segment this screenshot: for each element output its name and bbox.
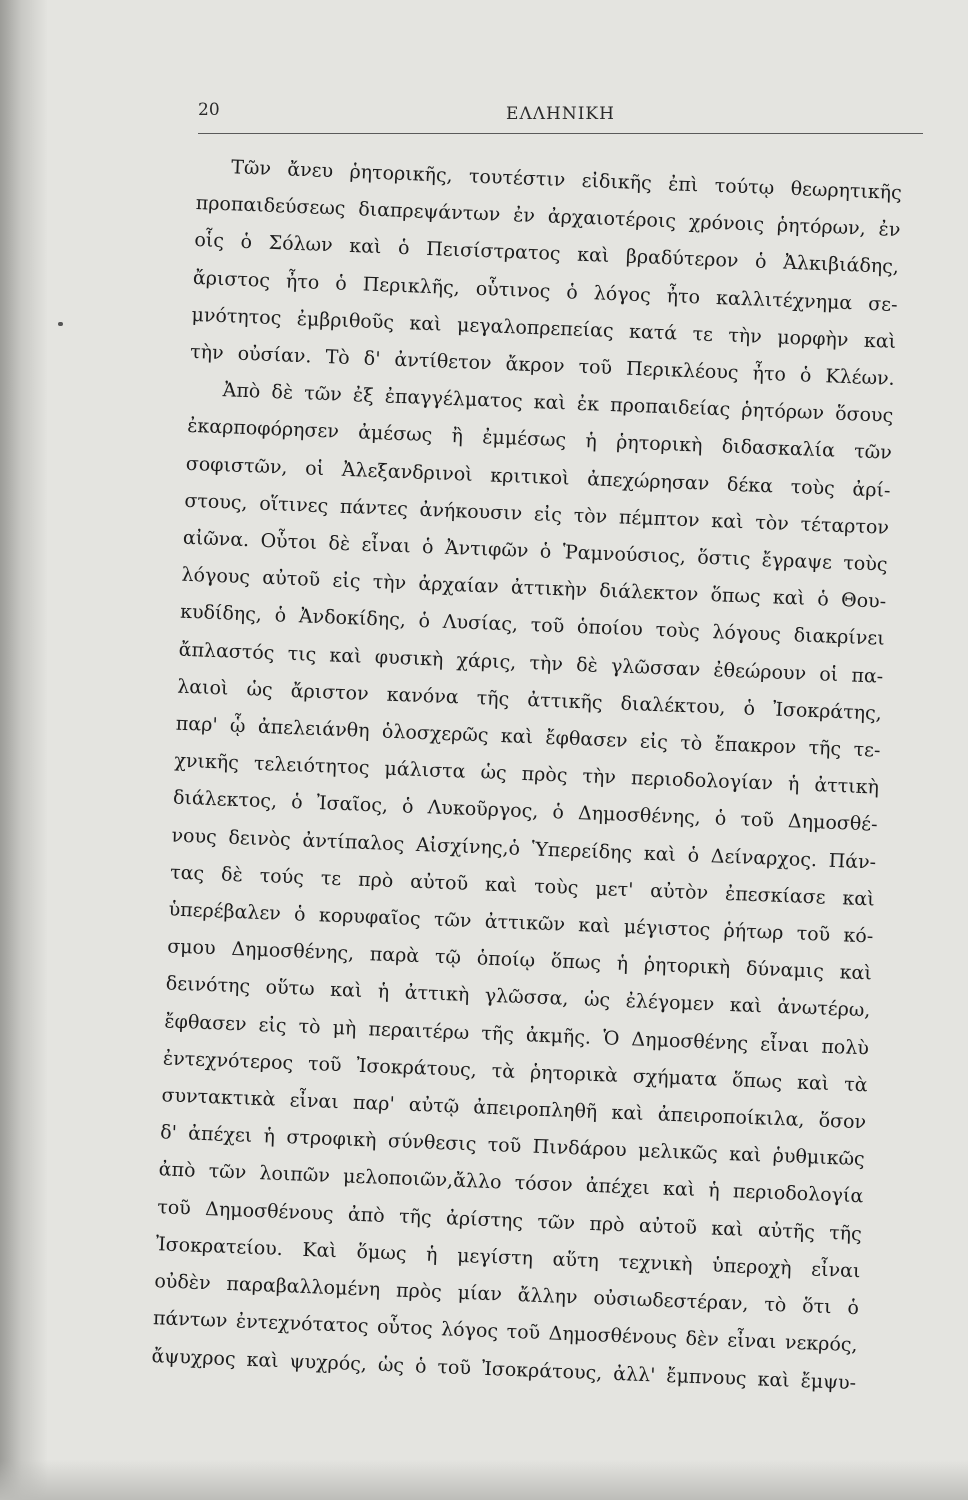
text-line: ἐκαρποφόρησεν ἀμέσως ἢ ἐμμέσως ἡ ῥητορικὴ διδασκαλία τῶν	[186, 415, 893, 465]
text-line: Τῶν ἄνευ ῥητορικῆς, τουτέστιν εἰδικῆς ἐπὶ τούτῳ θεωρητικῆς	[230, 156, 903, 205]
text-line: νους δεινὸς ἀντίπαλος Αἰσχίνης,ὁ Ὑπερείδης καὶ ὁ Δείναρχος. Πάν-	[171, 824, 877, 874]
bottom-shadow	[0, 1460, 968, 1500]
text-line: ἄψυχρος καὶ ψυχρός, ὡς ὁ τοῦ Ἰσοκράτους, ἀλλ' ἔμπνους καὶ ἔμψυ-	[151, 1344, 857, 1394]
text-line: δ' ἀπέχει ἡ στροφικὴ σύνθεσις τοῦ Πινδάρου μελικῶς καὶ ῥυθμικῶς	[159, 1121, 866, 1171]
text-line: παρ' ᾧ ἀπελειάνθη ὁλοσχερῶς καὶ ἔφθασεν εἰς τὸ ἔπακρον τῆς τε-	[175, 712, 881, 762]
text-line: μνότητος ἐμβριθοῦς καὶ μεγαλοπρεπείας κατά τε τὴν μορφὴν καὶ	[191, 303, 897, 353]
text-line: στους, οἵτινες πάντες ἀνήκουσιν εἰς τὸν πέμπτον καὶ τὸν τέταρτον	[184, 489, 890, 539]
text-line: κυδίδης, ὁ Ἀνδοκίδης, ὁ Λυσίας, τοῦ ὁποίου τοὺς λόγους διακρίνει	[179, 601, 886, 651]
text-line: τοῦ Δημοσθένους ἀπὸ τῆς ἀρίστης τῶν πρὸ αὐτοῦ καὶ αὐτῆς τῆς	[156, 1195, 863, 1245]
text-line: ὑπερέβαλεν ὁ κορυφαῖος τῶν ἀττικῶν καὶ μέγιστος ῥήτωρ τοῦ κό-	[168, 898, 874, 948]
text-line: ἄπλαστός τις καὶ φυσικὴ χάρις, τὴν δὲ γλῶσσαν ἐθεώρουν οἱ πα-	[178, 638, 884, 688]
text-line: ἐντεχνότερος τοῦ Ἰσοκράτους, τὰ ῥητορικὰ σχήματα ὅπως καὶ τὰ	[162, 1047, 868, 1097]
binding-shadow	[0, 0, 48, 1500]
text-line: ἀπὸ τῶν λοιπῶν μελοποιῶν,ἄλλο τόσον ἀπέχει καὶ ἡ περιοδολογία	[158, 1158, 864, 1208]
text-line: ἄριστος ἦτο ὁ Περικλῆς, οὗτινος ὁ λόγος ἦτο καλλιτέχνημα σε-	[192, 266, 898, 316]
text-line: διάλεκτος, ὁ Ἰσαῖος, ὁ Λυκοῦργος, ὁ Δημοσθένης, ὁ τοῦ Δημοσθέ-	[172, 786, 878, 837]
running-title: ΕΛΛΗΝΙΚΗ	[506, 104, 615, 124]
page-number: 20	[198, 100, 220, 120]
text-line: προπαιδεύσεως διαπρεψάντων ἐν ἀρχαιοτέροις χρόνοις ῥητόρων, ἐν	[195, 192, 901, 242]
text-line: λαιοὶ ὡς ἄριστον κανόνα τῆς ἀττικῆς διαλέκτου, ὁ Ἰσοκράτης,	[176, 675, 883, 725]
text-line: τὴν οὐσίαν. Τὸ δ' ἀντίθετον ἄκρον τοῦ Περικλέους ἦτο ὁ Κλέων.	[189, 340, 896, 390]
text-line: ἔφθασεν εἰς τὸ μὴ περαιτέρω τῆς ἀκμῆς. Ὁ Δημοσθένης εἶναι πολὺ	[164, 1010, 870, 1060]
body-text	[151, 148, 903, 1402]
text-line: τας δὲ τούς τε πρὸ αὐτοῦ καὶ τοὺς μετ' αὐτὸν ἐπεσκίασε καὶ	[169, 861, 876, 911]
text-line: χνικῆς τελειότητος μάλιστα ὡς πρὸς τὴν περιοδολογίαν ἡ ἀττικὴ	[174, 749, 880, 799]
text-line: αἰῶνα. Οὗτοι δὲ εἶναι ὁ Ἀντιφῶν ὁ Ῥαμνούσιος, ὅστις ἔγραψε τοὺς	[182, 526, 888, 576]
text-line: λόγους αὐτοῦ εἰς τὴν ἀρχαίαν ἀττικὴν διάλεκτον ὅπως καὶ ὁ Θου-	[181, 563, 887, 613]
text-line: Ἀπὸ δὲ τῶν ἐξ ἐπαγγέλματος καὶ ἐκ προπαιδείας ῥητόρων ὅσους	[222, 379, 894, 428]
header-rule	[198, 133, 923, 134]
page-header	[198, 96, 923, 136]
text-line: σμου Δημοσθένης, παρὰ τῷ ὁποίῳ ὅπως ἡ ῥητορικὴ δύναμις καὶ	[166, 935, 873, 985]
text-line: οὐδὲν παραβαλλομένη πρὸς μίαν ἄλλην οὐσιωδεστέραν, τὸ ὅτι ὁ	[154, 1270, 860, 1320]
margin-speck	[58, 322, 63, 326]
text-line: Ἰσοκρατείου. Καὶ ὅμως ἡ μεγίστη αὕτη τεχνικὴ ὑπεροχὴ εἶναι	[155, 1233, 861, 1283]
text-line: σοφιστῶν, οἱ Ἀλεξανδρινοὶ κριτικοὶ ἀπεχώρησαν δέκα τοὺς ἀρί-	[185, 452, 891, 502]
text-line: οἷς ὁ Σόλων καὶ ὁ Πεισίστρατος καὶ βραδύτερον ὁ Ἀλκιβιάδης,	[194, 229, 900, 279]
text-line: δεινότης οὕτω καὶ ἡ ἀττικὴ γλῶσσα, ὡς ἐλέγομεν καὶ ἀνωτέρω,	[165, 972, 871, 1022]
text-line: πάντων ἐντεχνότατος οὗτος λόγος τοῦ Δημοσθένους δὲν εἶναι νεκρός,	[152, 1307, 858, 1357]
text-line: συντακτικὰ εἶναι παρ' αὐτῷ ἀπειροπληθῆ καὶ ἀπειροποίκιλα, ὅσον	[161, 1084, 867, 1134]
